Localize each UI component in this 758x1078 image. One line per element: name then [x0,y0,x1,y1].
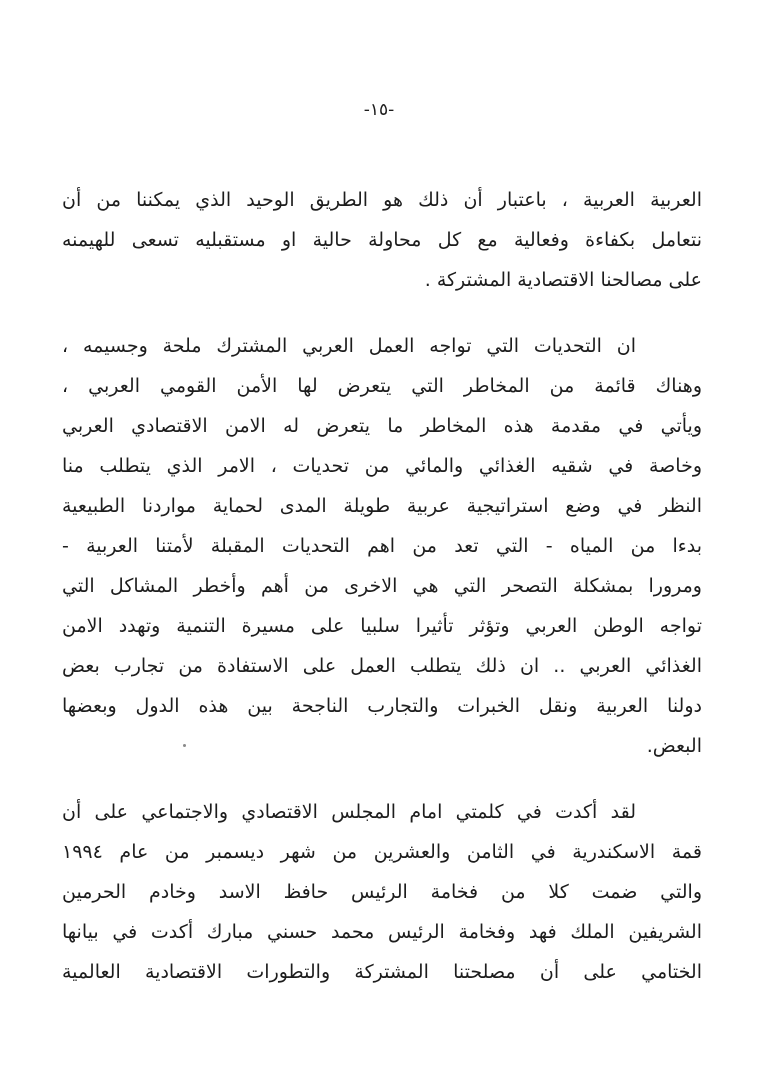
text-line: البعض. [646,735,702,757]
text-line: تواجه الوطن العربي وتؤثر تأثيرا سلبيا على مسيرة التنمية وتهدد الامن [62,615,702,637]
text-line: الغذائي العربي .. ان ذلك يتطلب العمل على الاستفادة من تجارب بعض [62,655,702,677]
text-line: وهناك قائمة من المخاطر التي يتعرض لها الأمن القومي العربي ، [62,375,702,397]
document-body-text [62,180,702,1018]
paragraph-2 [62,326,702,766]
text-line: على مصالحنا الاقتصادية المشتركة . [424,269,702,291]
text-line: والتي ضمت كلا من فخامة الرئيس حافظ الاسد وخادم الحرمين [62,881,702,903]
text-line: ومرورا بمشكلة التصحر التي هي الاخرى من أهم وأخطر المشاكل التي [62,575,702,597]
text-line: النظر في وضع استراتيجية عربية طويلة المدى لحماية مواردنا الطبيعية [62,495,702,517]
scan-artifact-dot [183,744,186,747]
text-line: وخاصة في شقيه الغذائي والمائي من تحديات ، الامر الذي يتطلب منا [62,455,702,477]
page-number: -١٥- [363,100,395,120]
text-line: الختامي على أن مصلحتنا المشتركة والتطورات الاقتصادية العالمية [62,961,702,983]
text-line: دولنا العربية ونقل الخبرات والتجارب الناجحة بين هذه الدول وبعضها [62,695,702,717]
text-line: الشريفين الملك فهد وفخامة الرئيس محمد حسني مبارك أكدت في بيانها [62,921,702,943]
paragraph-3 [62,792,702,992]
text-line: العربية العربية ، باعتبار أن ذلك هو الطريق الوحيد الذي يمكننا من أن [62,189,702,211]
text-line: قمة الاسكندرية في الثامن والعشرين من شهر ديسمبر من عام ١٩٩٤ [62,841,702,863]
text-line: ويأتي في مقدمة هذه المخاطر ما يتعرض له الامن الاقتصادي العربي [62,415,702,437]
text-line: نتعامل بكفاءة وفعالية مع كل محاولة حالية او مستقبليه تسعى للهيمنه [62,229,702,251]
text-line: ان التحديات التي تواجه العمل العربي المشترك ملحة وجسيمه ، [62,335,636,357]
text-line: بدءا من المياه - التي تعد من اهم التحديات المقبلة لأمتنا العربية - [62,535,702,557]
paragraph-1 [62,180,702,300]
text-line: لقد أكدت في كلمتي امام المجلس الاقتصادي والاجتماعي على أن [62,801,636,823]
